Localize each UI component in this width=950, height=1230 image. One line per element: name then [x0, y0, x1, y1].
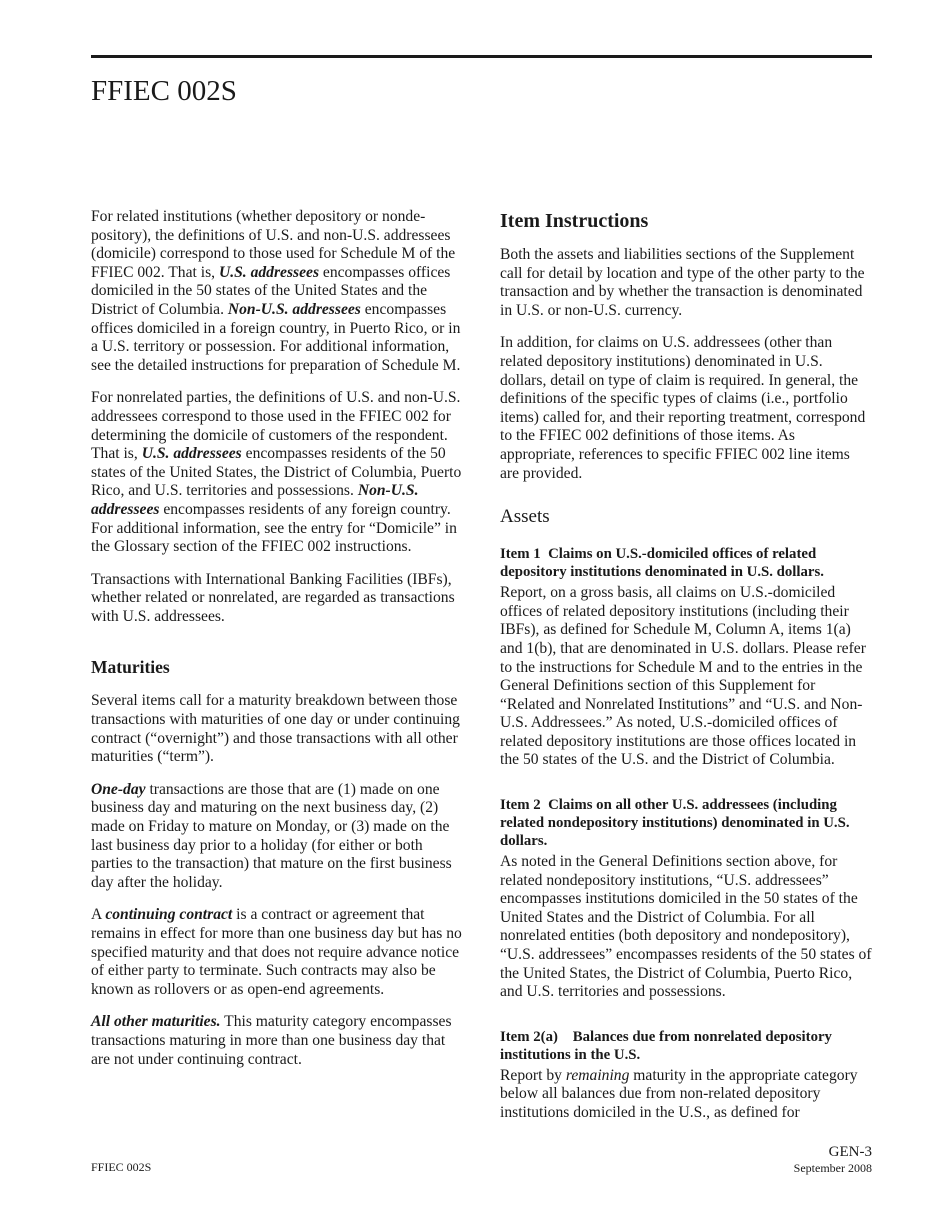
one-day-paragraph: One-day transactions are those that are (1) made on one business day and maturing on the next business day, (2) made on Friday to mature on Monday, or (3) made on the last business day prior to a holiday (for either or both parties to the transaction) that mature on the first business day after the holiday. [91, 780, 452, 891]
footer-page-info [794, 1144, 872, 1175]
domicile-nonrelated-paragraph: For nonrelated parties, the definitions of U.S. and non-U.S. addressees correspond to those used in the FFIEC 002 for determining the domicile of customers of the respondent. That is, U.S. addressees encompasses residents of the 50 states of the United States, the District of Columbia, Puerto Rico, and U.S. territories and possessions. Non-U.S. addressees encompasses residents of any foreign country. For additional information, see the entry for “Domicile” in the Glossary section of the FFIEC 002 instructions. [91, 389, 462, 556]
revision-date: September 2008 [793, 1161, 872, 1175]
maturities-heading: Maturities [91, 657, 170, 678]
item-2-text: As noted in the General Definitions section above, for related nondepository institutions, “U.S. addressees” encompasses institutions domiciled in the 50 states of the United States and the District of Columbia. For all nonrelated entities (both depository and nondepository), “U.S. addressees” encompasses residents of the 50 states of the United States, the District of Columbia, Puerto Rico, and U.S. territories and possessions. [500, 853, 872, 1001]
item-2-heading: Item 2 Claims on all other U.S. addressees (including related nondepository institutions) denominated in U.S. dollars. [500, 797, 850, 850]
assets-heading: Assets [500, 506, 550, 528]
other-maturities-paragraph: All other maturities. This maturity category encompasses transactions maturing in more than one business day that are not under continuing contract. [91, 1013, 452, 1068]
item-instructions-heading: Item Instructions [500, 210, 649, 232]
item-2a-text: Report by remaining maturity in the appropriate category below all balances due from non-related depository institutions domiciled in the U.S., as defined for [500, 1066, 858, 1121]
right-column [500, 208, 872, 1137]
maturities-intro-paragraph: Several items call for a maturity breakdown between those transactions with maturities of one day or under continuing contract (“overnight”) and those transactions with all other maturities (“term”). [91, 692, 460, 766]
page-title: FFIEC 002S [91, 75, 237, 107]
item-1-heading: Item 1 Claims on U.S.-domiciled offices of related depository institutions denominated in U.S. dollars. [500, 546, 824, 581]
page-number: GEN-3 [828, 1144, 872, 1160]
top-rule [91, 55, 872, 58]
left-column [91, 208, 463, 1083]
item-instructions-detail: In addition, for claims on U.S. addressees (other than related depository institutions) denominated in U.S. dollars, detail on type of claim is required. In general, the definitions of the specific types of claims (i.e., portfolio items) called for, and their reporting treatment, correspond to the FFIEC 002 definitions of those items. As appropriate, references to specific FFIEC 002 line items are provided. [500, 334, 866, 482]
item-2a-heading: Item 2(a) Balances due from nonrelated depository institutions in the U.S. [500, 1028, 832, 1063]
ibf-paragraph: Transactions with International Banking Facilities (IBFs), whether related or nonrelated, are regarded as transactions with U.S. addressees. [91, 570, 455, 625]
item-1-text: Report, on a gross basis, all claims on U.S.-domiciled offices of related depository institutions (including their IBFs), as defined for Schedule M, Column A, items 1(a) and 1(b), that are denominated in U.S. dollars. Please refer to the instructions for Schedule M and to the entries in the General Definitions section of this Supplement for “Related and Nonrelated Institutions” and “U.S. and Non-U.S. Addressees.” As noted, U.S.-domiciled offices of related depository institutions are those offices located in the 50 states of the U.S. and the District of Columbia. [500, 584, 866, 769]
continuing-contract-paragraph: A continuing contract is a contract or agreement that remains in effect for more than one business day but has no specified maturity and that does not require advance notice of either party to terminate. Such contracts may also be known as rollovers or as open-end agreements. [91, 906, 462, 998]
item-instructions-intro: Both the assets and liabilities sections of the Supplement call for detail by location and type of the other party to the transaction and by whether the transaction is denominated in U.S. or non-U.S. currency. [500, 246, 865, 319]
footer-form-name: FFIEC 002S [91, 1160, 152, 1174]
domicile-related-paragraph: For related institutions (whether depository or nondepository), the definitions of U.S. and non-U.S. addressees (domicile) correspond to those used for Schedule M of the FFIEC 002. That is, U.S. addressees encompasses offices domiciled in the 50 states of the United States and the District of Columbia. Non-U.S. addressees encompasses offices domiciled in a foreign country, in Puerto Rico, or in a U.S. territory or possession. For additional information, see the detailed instructions for preparation of Schedule M. [91, 208, 461, 374]
